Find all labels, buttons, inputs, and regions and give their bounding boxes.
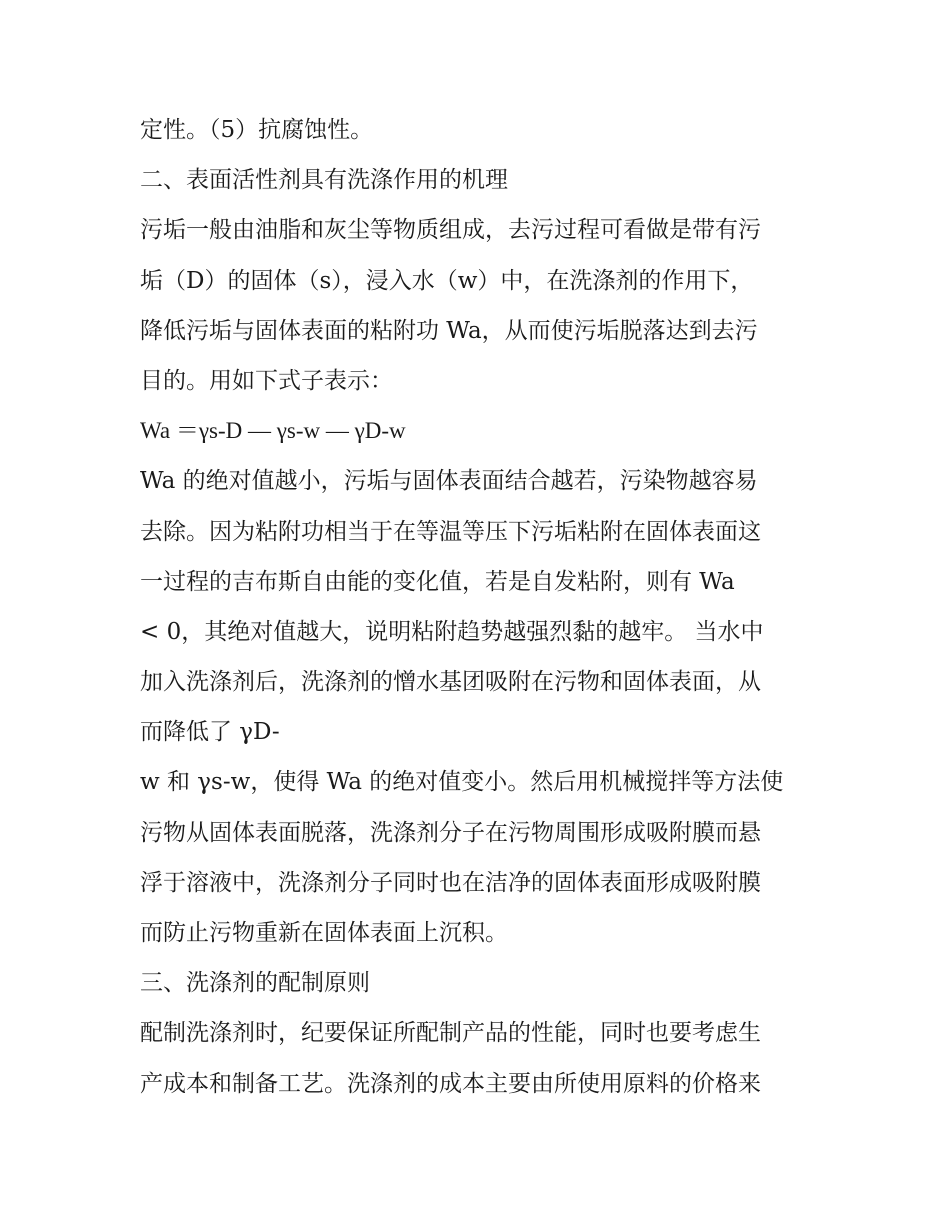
formula-line: Wa ＝γs-D — γs-w — γD-w: [140, 418, 406, 444]
text-line: 加入洗涤剂后，洗涤剂的憎水基团吸附在污物和固体表面，从: [140, 669, 761, 696]
text-line: w 和 γs-w，使得 Wa 的绝对值变小。然后用机械搅拌等方法使: [140, 769, 784, 796]
text-line: 而防止污物重新在固体表面上沉积。: [140, 920, 508, 946]
text-line: 一过程的吉布斯自由能的变化值，若是自发粘附，则有 Wa: [140, 568, 735, 595]
text-line: 污物从固体表面脱落，洗涤剂分子在污物周围形成吸附膜而悬: [140, 819, 761, 846]
text-line: 浮于溶液中，洗涤剂分子同时也在洁净的固体表面形成吸附膜: [140, 869, 761, 896]
text-line: < 0，其绝对值越大，说明粘附趋势越强烈黏的越牢。 当水中: [140, 618, 764, 645]
text-line: 去除。因为粘附功相当于在等温等压下污垢粘附在固体表面这: [140, 518, 761, 545]
section-heading: 三、洗涤剂的配制原则: [140, 970, 370, 997]
text-line: 降低污垢与固体表面的粘附功 Wa，从而使污垢脱落达到去污: [140, 317, 758, 344]
text-line: 垢（D）的固体（s），浸入水（w）中，在洗涤剂的作用下，: [140, 267, 754, 294]
text-line: 定性。（5）抗腐蚀性。: [140, 117, 374, 143]
text-line: 目的。用如下式子表示：: [140, 367, 393, 394]
text-line: 而降低了 γD-: [140, 719, 280, 746]
text-line: 污垢一般由油脂和灰尘等物质组成，去污过程可看做是带有污: [140, 217, 761, 244]
section-heading: 二、表面活性剂具有洗涤作用的机理: [140, 167, 508, 194]
text-line: 配制洗涤剂时，纪要保证所配制产品的性能，同时也要考虑生: [140, 1020, 761, 1047]
text-line: 产成本和制备工艺。洗涤剂的成本主要由所使用原料的价格来: [140, 1070, 761, 1097]
document-body: [140, 105, 820, 1109]
text-line: Wa 的绝对值越小，污垢与固体表面结合越若，污染物越容易: [140, 468, 758, 495]
